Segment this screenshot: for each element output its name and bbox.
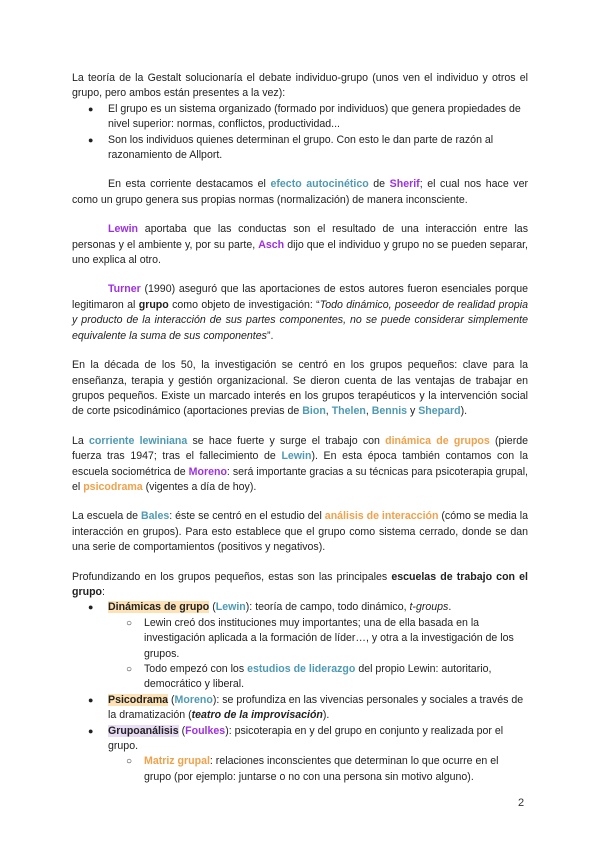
page-number: 2 xyxy=(518,797,525,809)
author-lewin: Lewin xyxy=(281,450,312,463)
author-lewin: Lewin xyxy=(215,601,246,614)
schools-list xyxy=(72,600,528,785)
list-item: ○ Matriz grupal: relaciones inconscientes que determinan lo que ocurre en el grupo (por ejemplo: juntarse o no con una persona sin motivo alguno). xyxy=(126,755,499,783)
school-title: Psicodrama xyxy=(108,693,169,706)
list-item: ○ Lewin creó dos instituciones muy importantes; una de ella basada en la investigación aplicada a la formación de líder…, y otra a la investigación de los grupos. xyxy=(126,616,514,660)
term-dinamica-de-grupos: dinámica de grupos xyxy=(385,434,490,447)
author-asch: Asch xyxy=(258,238,285,251)
term-corriente-lewiniana: corriente lewiniana xyxy=(89,434,188,447)
list-item-psicodrama: ● Psicodrama (Moreno): se profundiza en las vivencias personales y sociales a través de la dramatización (teatro de la improvisación). xyxy=(88,693,524,722)
bullet-icon: ● xyxy=(88,134,94,145)
bullet-icon: ● xyxy=(88,694,94,705)
term-teatro-improvisacion: teatro de la improvisación xyxy=(191,709,323,722)
author-moreno: Moreno xyxy=(174,693,213,706)
school-title: Dinámicas de grupo xyxy=(108,601,210,614)
paragraph-decada-50: En la década de los 50, la investigación se centró en los grupos pequeños: clave para la enseñanza, terapia y gestión organizacional. Se dieron cuenta de las ventajas de trabajar en grupos pequeños. Existe un marcado interés en los grupos terapéuticos y la intervención social de corte psicodinámico (aportaciones previas de Bion, Thelen, Bennis y Shepard). xyxy=(72,359,528,418)
term-analisis-de-interaccion: análisis de interacción xyxy=(324,510,439,523)
list-item: ● El grupo es un sistema organizado (formado por individuos) que genera propiedades de nivel superior: normas, conflictos, productividad... xyxy=(88,102,521,131)
gestalt-intro: La teoría de la Gestalt solucionaría el debate individuo-grupo (unos ven el individuo y otros el grupo, pero ambos están presentes a la vez): xyxy=(72,72,528,100)
bullet-icon: ● xyxy=(88,602,94,613)
term-grupo: grupo xyxy=(138,298,169,311)
bullet-icon: ● xyxy=(88,725,94,736)
term-psicodrama: psicodrama xyxy=(83,480,143,493)
list-item: ● Son los individuos quienes determinan el grupo. Con esto le dan parte de razón al razonamiento de Allport. xyxy=(88,133,494,162)
author-bales: Bales xyxy=(140,510,170,523)
circle-bullet-icon: ○ xyxy=(126,664,133,675)
term-t-groups: t-groups xyxy=(409,601,449,614)
paragraph-corriente-lewiniana: La corriente lewiniana se hace fuerte y surge el trabajo con dinámica de grupos (pierde fuerza tras 1947; tras el fallecimiento de Lewin). En esta época también contamos con la escuela sociométrica de Moreno: será importante gracias a su técnicas para psicoterapia grupal, el psicodrama (vigentes a día de hoy). xyxy=(72,434,529,493)
bullet-icon: ● xyxy=(88,103,94,114)
paragraph-lewin-asch: Lewin aportaba que las conductas son el resultado de una interacción entre las personas y el ambiente y, por su parte, Asch dijo que el individuo y grupo no se pueden separar, uno explica al otro. xyxy=(72,223,528,267)
page-content xyxy=(72,71,528,785)
author-bennis: Bennis xyxy=(371,405,408,418)
school-title: Grupoanálisis xyxy=(108,724,179,737)
sub-list xyxy=(108,616,528,693)
paragraph-escuelas: Profundizando en los grupos pequeños, estas son las principales escuelas de trabajo con el grupo: xyxy=(72,570,528,598)
paragraph-bales: La escuela de Bales: éste se centró en el estudio del análisis de interacción (cómo se media la interacción en grupos). Para esto establece que el grupo como sistema cerrado, donde se dan una serie de comportamientos (positivos y negativos). xyxy=(72,510,528,554)
list-item-grupoanalisis: ● Grupoanálisis (Foulkes): psicoterapia en y del grupo en conjunto y realizada por el grupo. ○ Matriz grupal: relaciones inconscientes que determinan lo que ocurre en el grupo (por ejemplo: juntarse o no con una persona sin motivo alguno). xyxy=(72,724,528,786)
author-shepard: Shepard xyxy=(418,405,461,418)
list-item: ○ Todo empezó con los estudios de liderazgo del propio Lewin: autoritario, democrático y liberal. xyxy=(126,663,492,691)
author-moreno: Moreno xyxy=(188,465,227,478)
author-thelen: Thelen xyxy=(331,405,366,418)
gestalt-bullet-list xyxy=(72,102,528,164)
term-matriz-grupal: Matriz grupal xyxy=(144,755,210,768)
circle-bullet-icon: ○ xyxy=(126,617,133,629)
list-item-dinamicas-de-grupo: ● Dinámicas de grupo (Lewin): teoría de campo, todo dinámico, t-groups. ○ Lewin creó dos instituciones muy importantes; una de ella basada en la investigación aplicada a la formación de líder…, y otra a la investigación de los grupos. ○ Todo empezó con los estudios de liderazgo del propio Lewin: autoritario, democrático y liberal. xyxy=(72,600,528,692)
circle-bullet-icon: ○ xyxy=(126,756,133,768)
author-foulkes: Foulkes xyxy=(185,724,226,737)
turner-quote: Todo dinámico, poseedor de realidad propia y producto de la interacción de sus partes componentes, no se puede considerar simplemente equivalente la suma de sus componentes xyxy=(72,298,528,342)
term-escuelas-de-trabajo: escuelas de trabajo con el grupo xyxy=(72,570,528,598)
sub-list xyxy=(108,754,528,785)
author-turner: Turner xyxy=(108,283,141,296)
paragraph-turner: Turner (1990) aseguró que las aportaciones de estos autores fueron esenciales porque legitimaron al grupo como objeto de investigación: “Todo dinámico, poseedor de realidad propia y producto de la interacción de sus partes componentes, no se puede considerar simplemente equivalente la suma de sus componentes”. xyxy=(72,283,528,342)
author-lewin: Lewin xyxy=(108,223,139,236)
paragraph-sherif: En esta corriente destacamos el efecto autocinético de Sherif; el cual nos hace ver como un grupo genera sus propias normas (normalización) de manera inconsciente. xyxy=(72,178,529,206)
term-estudios-de-liderazgo: estudios de liderazgo xyxy=(247,663,356,675)
term-efecto-autocinetico: efecto autocinético xyxy=(270,178,369,191)
author-sherif: Sherif xyxy=(389,178,420,191)
author-bion: Bion xyxy=(302,405,326,418)
